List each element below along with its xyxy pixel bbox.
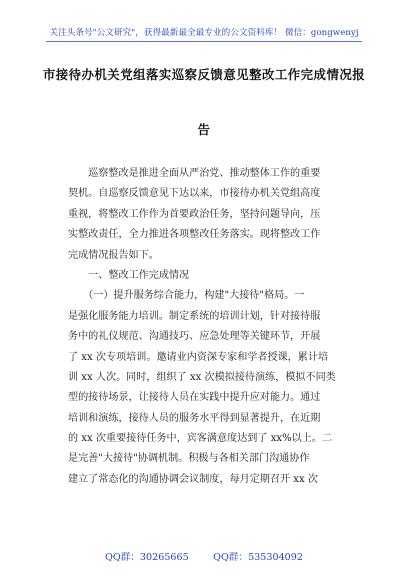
header-banner: 关注头条号"公文研究"，获得最新最全最专业的公文资料库！ 微信：gongwenyj [49,28,359,38]
body-line: 实整改责任，全力推进各项整改任务落实。现将整改工作 [68,229,321,241]
body-line: （一）提升服务综合能力，构建"大接待"格局。一 [68,290,305,302]
document-title: 市接待办机关党组落实巡察反馈意见整改工作完成情况报 [42,67,366,82]
body-line: 完成情况报告如下。 [68,249,159,261]
body-line: 建立了常态化的沟通协调会议制度，每月定期召开 xx 次 [68,473,318,485]
body-line: 是强化服务能力培训。制定系统的培训计划，针对接待服 [68,310,321,322]
body-line: 是完善"大接待"协调机制。积极与各相关部门沟通协作 [68,453,310,465]
body-line: 契机。自巡察反馈意见下达以来，市接待办机关党组高度 [68,188,321,200]
header-divider [46,41,362,42]
footer-contact: QQ群：30265665 QQ群：535304092 [105,552,303,563]
body-line: 务中的礼仪规范、沟通技巧、应急处理等关键环节，开展 [68,331,321,343]
body-line: 型的接待场景，让接待人员在实践中提升应对能力。通过 [68,392,321,404]
body-line: 重视，将整改工作作为首要政治任务，坚持问题导向，压 [68,208,321,220]
body-line: 培训和演练，接待人员的服务水平得到显著提升，在近期 [68,412,321,424]
body-line: 训 xx 人次。同时，组织了 xx 次模拟接待演练，模拟不同类 [68,371,336,383]
section-heading: 一、整改工作完成情况 [68,269,190,281]
document-title-continuation: 告 [197,122,211,137]
document-body [68,164,338,490]
body-line: 了 xx 次专项培训。邀请业内资深专家和学者授课，累计培 [68,351,329,363]
body-line: 的 xx 次重要接待任务中，宾客满意度达到了 xx%以上。二 [68,433,333,445]
body-line: 巡察整改是推进全面从严治党、推动整体工作的重要 [68,168,321,179]
